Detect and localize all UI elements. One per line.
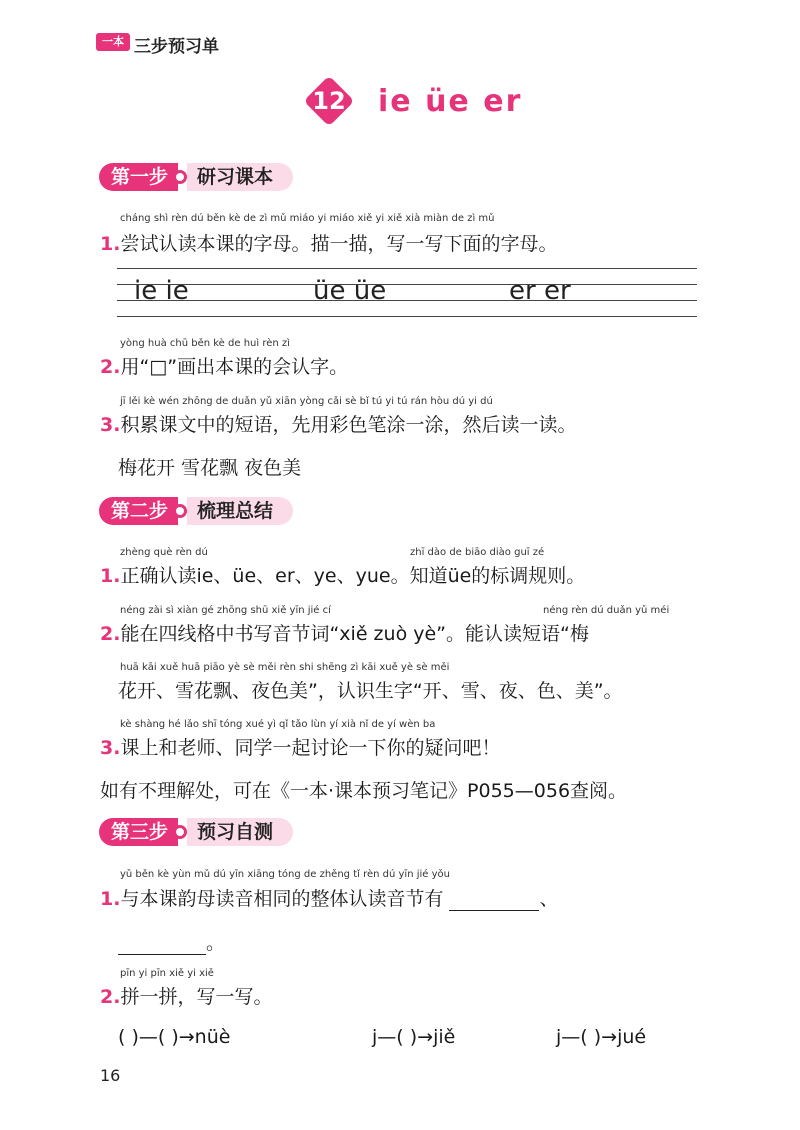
pinyin-line: huā kāi xuě huā piāo yè sè měi rèn shi shēng zì kāi xuě yè sè měi [120,662,450,673]
pinyin-line: cháng shì rèn dú běn kè de zì mǔ miáo yi miáo xiě yi xiě xià miàn de zì mǔ [120,213,495,224]
lesson-title: ie üe er [378,84,523,119]
letters-er: er er [509,276,571,306]
step-name: 梳理总结 [187,497,293,525]
question-text [100,352,348,379]
letters-ue: üe üe [313,276,387,306]
step-1-header [99,163,293,191]
exercise-2[interactable]: j—( )→jiě [372,1026,456,1048]
separator: 、 [539,888,559,910]
question-text [100,561,585,588]
pinyin-line: zhèng què rèn dú [120,547,208,558]
exercise-1[interactable]: ( )—( )→nüè [118,1026,231,1048]
period: 。 [206,932,226,954]
step-tag: 第一步 [99,163,178,191]
question-text-continued [118,928,225,955]
pinyin-line: yǔ běn kè yùn mǔ dú yīn xiāng tóng de zhěng tǐ rèn dú yīn jié yǒu [120,869,450,880]
question-body: 拼一拼，写一写。 [120,986,273,1008]
pinyin-line: zhī dào de biāo diào guī zé [410,547,545,558]
step-tag: 第二步 [99,497,178,525]
question-number: 1. [100,888,121,910]
writing-guide-line [117,316,697,317]
pinyin-line: pīn yi pīn xiě yi xiě [120,968,214,979]
question-number: 1. [100,233,121,255]
step-3-header [99,818,293,846]
pinyin-line: néng rèn dú duǎn yǔ méi [543,605,670,616]
step-name: 预习自测 [187,818,293,846]
question-body: 能在四线格中书写音节词“xiě zuò yè”。能认读短语“梅 [120,623,589,645]
brand-logo: 一本 [96,33,130,51]
pinyin-line: kè shàng hé lǎo shī tóng xué yì qǐ tǎo lùn yí xià nǐ de yí wèn ba [120,719,436,730]
writing-guide-line [117,300,697,301]
question-text [100,884,558,911]
letters-ie: ie ie [134,276,189,306]
step-2-header [99,497,293,525]
answer-blank[interactable] [449,888,539,911]
question-text-continued: 花开、雪花飘、夜色美”，认识生字“开、雪、夜、色、美”。 [118,680,623,702]
question-body: 课上和老师、同学一起讨论一下你的疑问吧！ [120,737,501,759]
question-text [100,733,500,760]
question-number: 3. [100,737,121,759]
pinyin-line: néng zài sì xiàn gé zhōng shū xiě yīn jié cí [120,605,331,616]
question-body: 尝试认读本课的字母。描一描，写一写下面的字母。 [120,233,558,255]
exercise-3[interactable]: j—( )→jué [556,1026,647,1048]
question-text [100,410,576,437]
step-name: 研习课本 [187,163,293,191]
page-number: 16 [100,1066,121,1085]
question-text [100,229,557,256]
question-body: 正确认读ie、üe、er、ye、yue。知道üe的标调规则。 [120,565,586,587]
lesson-number: 12 [312,87,346,115]
answer-blank[interactable] [118,932,206,955]
brand-title: 三步预习单 [134,37,219,57]
question-text [100,982,272,1009]
question-text [100,619,589,646]
step-dot-icon [173,170,187,184]
pinyin-line: yòng huà chū běn kè de huì rèn zì [120,338,290,349]
writing-guide-line [117,268,697,269]
step-dot-icon [173,504,187,518]
question-body: 积累课文中的短语，先用彩色笔涂一涂，然后读一读。 [120,414,577,436]
question-number: 2. [100,356,121,378]
question-body: 与本课韵母读音相同的整体认读音节有 [120,888,444,910]
pinyin-line: jī lěi kè wén zhōng de duǎn yǔ xiān yòng cǎi sè bǐ tú yi tú rán hòu dú yi dú [120,396,493,407]
question-body: 用“□”画出本课的会认字。 [120,356,349,378]
question-number: 3. [100,414,121,436]
reference-note: 如有不理解处，可在《一本·课本预习笔记》P055—056查阅。 [100,780,628,802]
writing-guide-line [117,284,697,285]
phrases: 梅花开 雪花飘 夜色美 [118,457,302,479]
step-dot-icon [173,825,187,839]
question-number: 2. [100,986,121,1008]
question-number: 1. [100,565,121,587]
question-number: 2. [100,623,121,645]
step-tag: 第三步 [99,818,178,846]
